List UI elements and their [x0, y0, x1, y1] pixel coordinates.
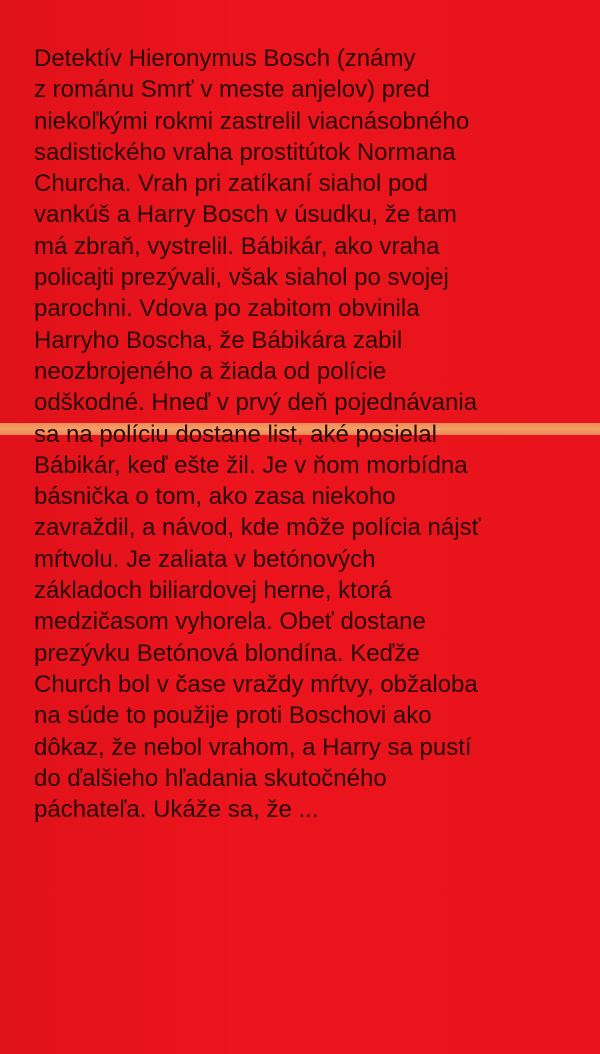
blurb-line: neozbrojeného a žiada od polície [34, 357, 387, 385]
blurb-line: Bábikár, keď ešte žil. Je v ňom morbídna [34, 451, 468, 479]
blurb-line: má zbraň, vystrelil. Bábikár, ako vraha [34, 232, 440, 260]
blurb-line: sadistického vraha prostitútok Normana [34, 138, 456, 166]
blurb-line: mŕtvolu. Je zaliata v betónových [34, 545, 376, 573]
blurb-line: dôkaz, že nebol vrahom, a Harry sa pustí [34, 733, 472, 761]
blurb-line: na súde to použije proti Boschovi ako [34, 702, 432, 730]
blurb-line: vankúš a Harry Bosch v úsudku, že tam [34, 201, 457, 229]
blurb-line: Detektív Hieronymus Bosch (známy [34, 45, 416, 72]
blurb-line: policajti prezývali, však siahol po svojej [34, 264, 449, 292]
blurb-line: páchateľa. Ukáže sa, že ... [34, 796, 319, 824]
blurb-line: odškodné. Hneď v prvý deň pojednávania [34, 389, 478, 417]
blurb-line: medzičasom vyhorela. Obeť dostane [34, 608, 426, 636]
blurb-text [34, 43, 594, 825]
blurb-line: parochni. Vdova po zabitom obvinila [34, 295, 420, 323]
blurb-line: Church bol v čase vraždy mŕtvy, obžaloba [34, 670, 478, 698]
blurb-line: niekoľkými rokmi zastrelil viacnásobného [34, 107, 470, 135]
blurb-line: Churcha. Vrah pri zatíkaní siahol pod [34, 170, 428, 198]
blurb-line: básnička o tom, ako zasa niekoho [34, 483, 396, 511]
blurb-line: základoch biliardovej herne, ktorá [34, 577, 392, 605]
blurb-line: prezývku Betónová blondína. Keďže [34, 639, 420, 667]
blurb-line: do ďalšieho hľadania skutočného [34, 764, 387, 792]
blurb-line: z románu Smrť v meste anjelov) pred [34, 76, 430, 104]
blurb-line: zavraždil, a návod, kde môže polícia nájsť [34, 514, 481, 542]
blurb-line: sa na políciu dostane list, aké posielal [34, 420, 437, 448]
blurb-line: Harryho Boscha, že Bábikára zabil [34, 326, 403, 354]
